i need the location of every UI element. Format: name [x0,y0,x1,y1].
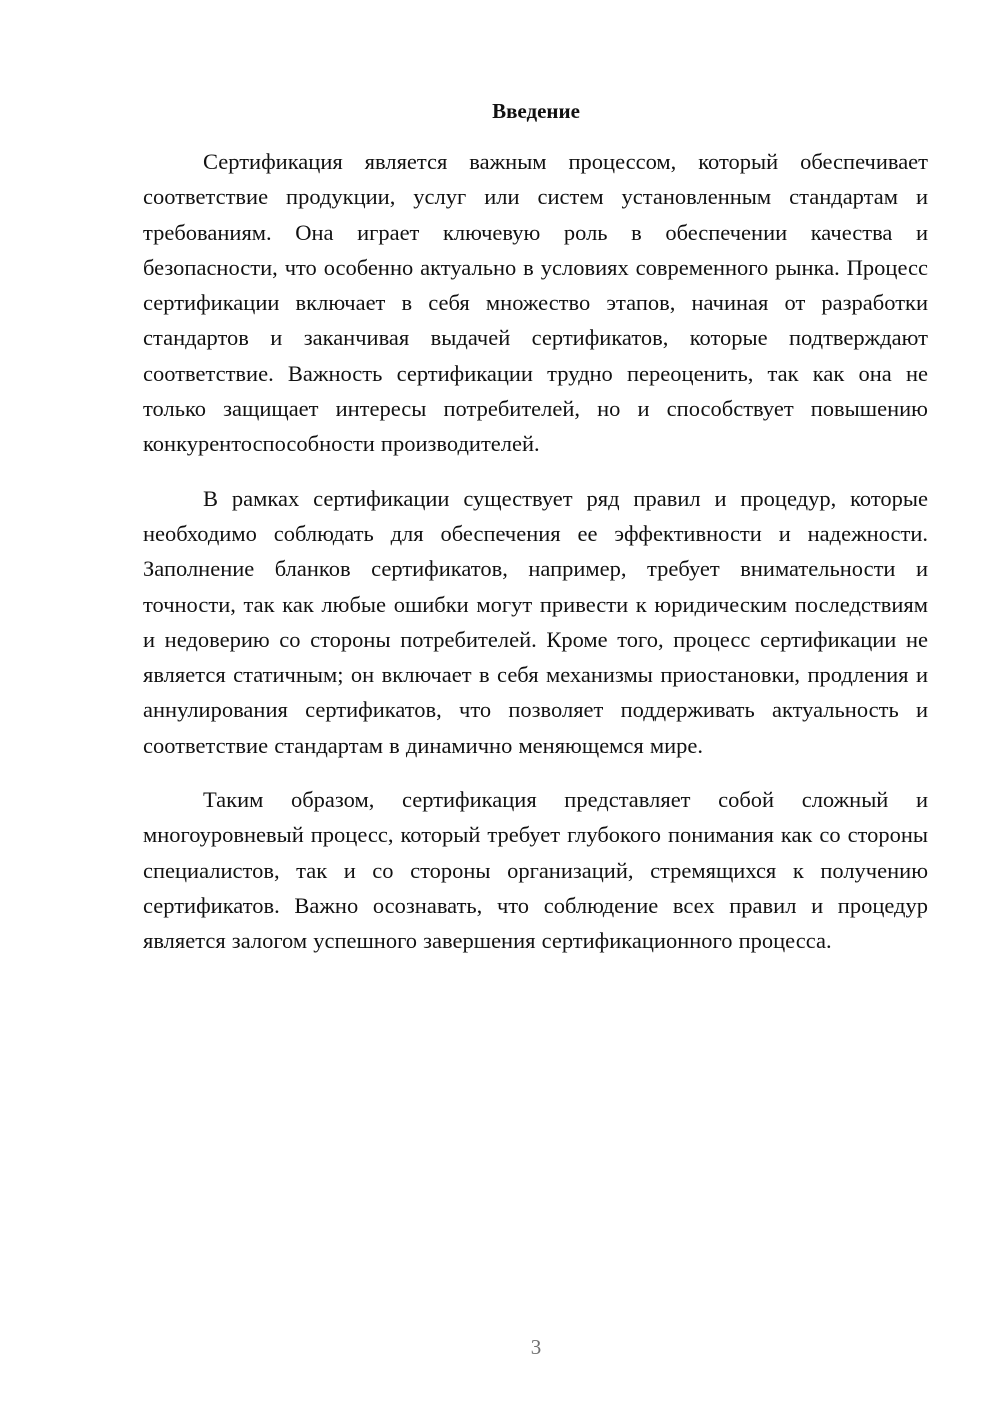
document-body [143,144,928,978]
paragraph-1: Сертификация является важным процессом, который обеспечивает соответствие продукции, услуг или систем установленным стандартам и требованиям. Она играет ключевую роль в обеспечении качества и безопасности, что особенно актуально в условиях современного рынка. Процесс сертификации включает в себя множество этапов, начиная от разработки стандартов и заканчивая выдачей сертификатов, которые подтверждают соответствие. Важность сертификации трудно переоценить, так как она не только защищает интересы потребителей, но и способствует повышению конкурентоспособности производителей. [143,149,928,457]
paragraph-2: В рамках сертификации существует ряд правил и процедур, которые необходимо соблюдать для обеспечения ее эффективности и надежности. Заполнение бланков сертификатов, например, требует внимательности и точности, так как любые ошибки могут привести к юридическим последствиям и недоверию со стороны потребителей. Кроме того, процесс сертификации не является статичным; он включает в себя механизмы приостановки, продления и аннулирования сертификатов, что позволяет поддерживать актуальность и соответствие стандартам в динамично меняющемся мире. [143,485,928,758]
page-number: 3 [530,1335,542,1359]
section-title: Введение [492,99,580,123]
paragraph-3: Таким образом, сертификация представляет собой сложный и многоуровневый процесс, который требует глубокого понимания как со стороны специалистов, так и со стороны организаций, стремящихся к получению сертификатов. Важно осознавать, что соблюдение всех правил и процедур является залогом успешного завершения сертификационного процесса. [143,787,928,954]
